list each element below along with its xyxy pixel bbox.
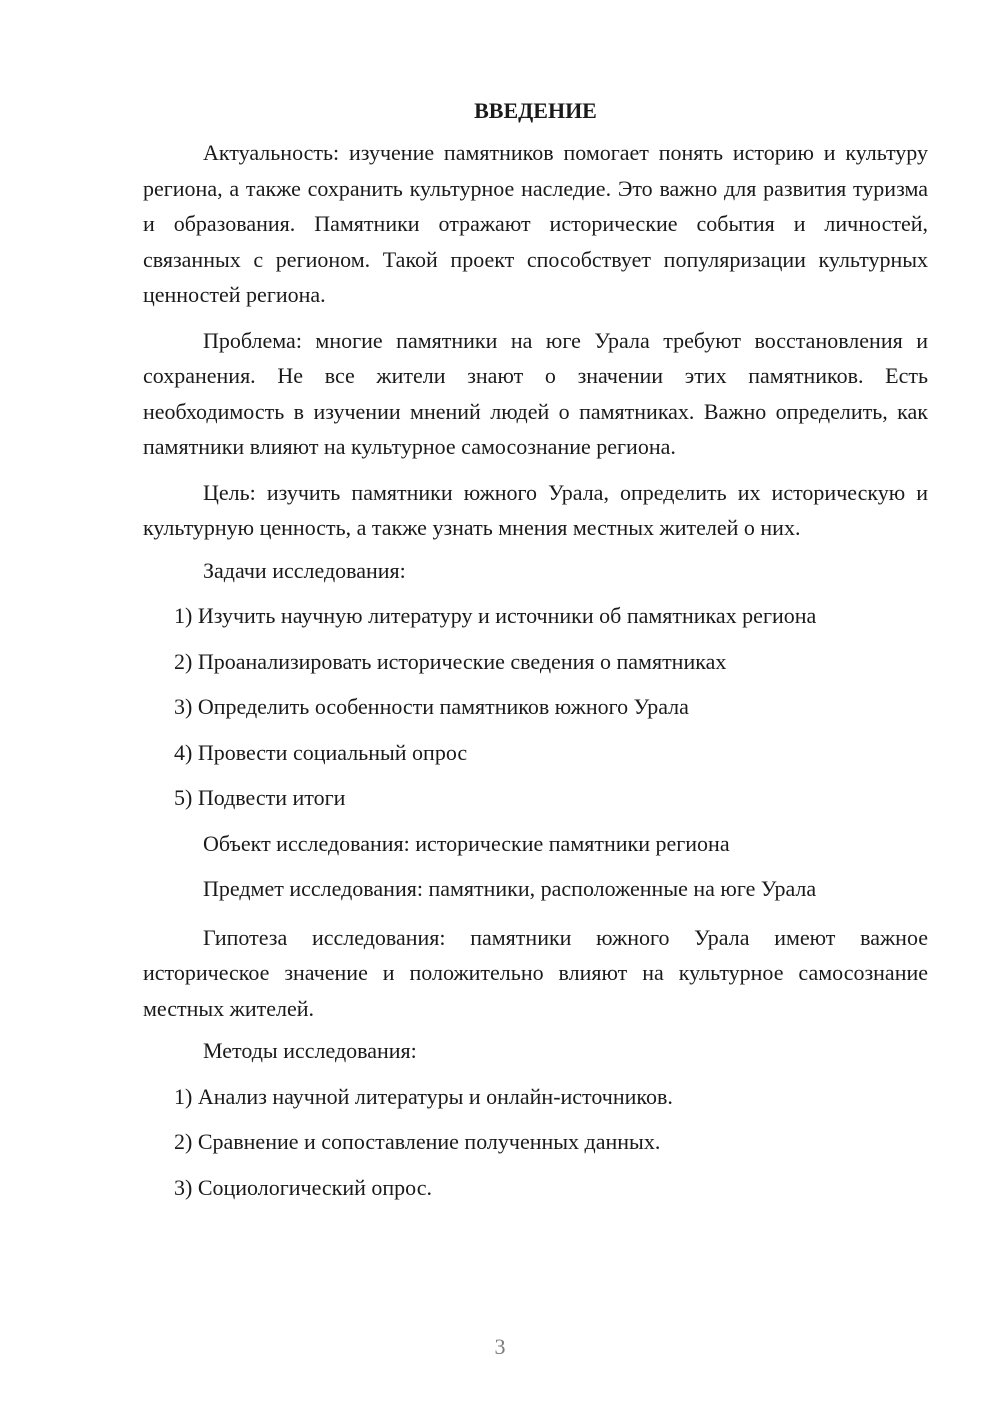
research-object: Объект исследования: исторические памятники региона bbox=[203, 830, 730, 856]
task-item: 2) Проанализировать исторические сведения о памятниках bbox=[174, 648, 727, 674]
problem-paragraph: Проблема: многие памятники на юге Урала требуют восстановления и сохранения. Не все жители знают о значении этих памятников. Есть необходимость в изучении мнений людей о памятниках. Важно определить, как памятники влияют на культурное самосознание региона. bbox=[143, 327, 928, 459]
task-item: 3) Определить особенности памятников южного Урала bbox=[174, 694, 689, 719]
methods-heading: Методы исследования: bbox=[203, 1038, 417, 1063]
relevance-paragraph: Актуальность: изучение памятников помогает понять историю и культуру региона, а также сохранить культурное наследие. Это важно для развития туризма и образования. Памятники отражают исторические события и личностей, связанных с регионом. Такой проект способствует популяризации культурных ценностей региона. bbox=[143, 140, 928, 307]
page-number: 3 bbox=[494, 1334, 506, 1359]
page-content bbox=[143, 96, 928, 1218]
goal-paragraph: Цель: изучить памятники южного Урала, определить их историческую и культурную ценность, а также узнать мнения местных жителей о них. bbox=[143, 479, 928, 540]
section-title: ВВЕДЕНИЕ bbox=[474, 98, 597, 123]
tasks-heading: Задачи исследования: bbox=[203, 557, 406, 583]
task-item: 5) Подвести итоги bbox=[174, 785, 346, 810]
research-subject: Предмет исследования: памятники, расположенные на юге Урала bbox=[203, 876, 817, 901]
method-item: 2) Сравнение и сопоставление полученных данных. bbox=[174, 1129, 661, 1154]
method-item: 3) Социологический опрос. bbox=[174, 1174, 432, 1200]
task-item: 1) Изучить научную литературу и источники об памятниках региона bbox=[174, 603, 817, 628]
hypothesis-paragraph: Гипотеза исследования: памятники южного Урала имеют важное историческое значение и положительно влияют на культурное самосознание местных жителей. bbox=[143, 924, 928, 1021]
task-item: 4) Провести социальный опрос bbox=[174, 739, 468, 765]
method-item: 1) Анализ научной литературы и онлайн-источников. bbox=[174, 1083, 673, 1109]
